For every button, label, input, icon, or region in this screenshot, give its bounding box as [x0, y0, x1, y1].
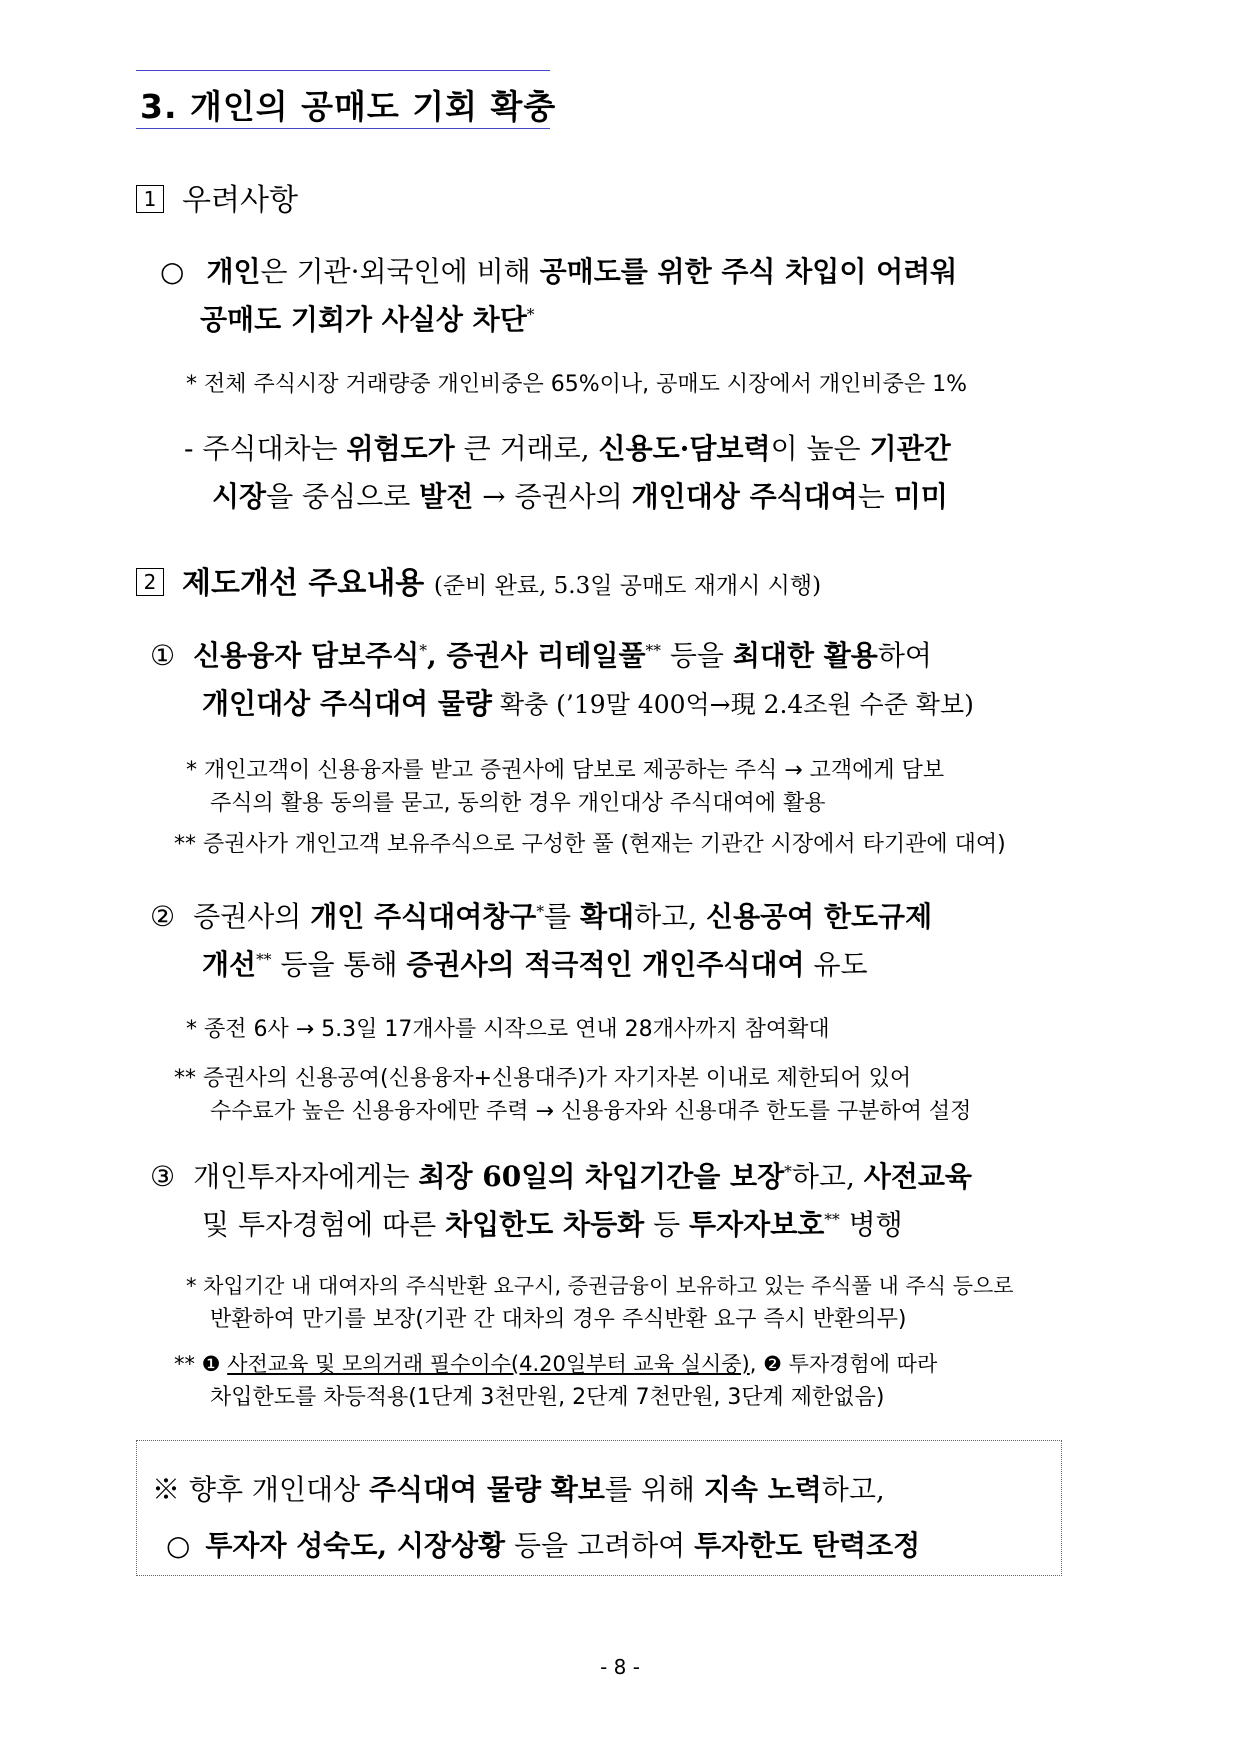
item-2-cont: 개선** 등을 통해 증권사의 적극적인 개인주식대여 유도 — [202, 948, 868, 981]
bullet-paragraph-cont: 공매도 기회가 사실상 차단* — [200, 303, 535, 336]
page-title: 3. 개인의 공매도 기회 확충 — [136, 70, 550, 129]
footnote-cont: 수수료가 높은 신용융자에만 주력 → 신용융자와 신용대주 한도를 구분하여 설정 — [210, 1099, 972, 1124]
item-3: ③ 개인투자자에게는 최장 60일의 차입기간을 보장*하고, 사전교육 — [150, 1160, 972, 1193]
item-2: ② 증권사의 개인 주식대여창구*를 확대하고, 신용공여 한도규제 — [150, 900, 933, 933]
footnote: * 종전 6사 → 5.3일 17개사를 시작으로 연내 28개사까지 참여확대 — [186, 1017, 830, 1042]
item-1-cont: 개인대상 주식대여 물량 확충 (’19말 400억→現 2.4조원 수준 확보) — [202, 687, 974, 720]
item-3-cont: 및 투자경험에 따른 차입한도 차등화 등 투자자보호** 병행 — [202, 1208, 903, 1241]
footnote: * 전체 주식시장 거래량중 개인비중은 65%이나, 공매도 시장에서 개인비중은 1% — [186, 372, 968, 397]
footnote-cont: 반환하여 만기를 보장(기관 간 대차의 경우 주식반환 요구 즉시 반환의무) — [210, 1307, 907, 1332]
dash-paragraph: - 주식대차는 위험도가 큰 거래로, 신용도·담보력이 높은 기관간 — [184, 432, 951, 465]
section-2-heading: 2 제도개선 주요내용 (준비 완료, 5.3일 공매도 재개시 시행) — [136, 558, 821, 602]
bullet-paragraph: ○ 개인은 기관·외국인에 비해 공매도를 위한 주식 차입이 어려워 — [160, 255, 958, 288]
footnote: ** ❶ 사전교육 및 모의거래 필수이수(4.20일부터 교육 실시중), ❷ 투자경험에 따라 — [174, 1352, 938, 1376]
section-number-box: 1 — [136, 185, 164, 213]
note-box-line-2: ○ 투자자 성숙도, 시장상황 등을 고려하여 투자한도 탄력조정 — [166, 1529, 921, 1562]
item-1: ① 신용융자 담보주식*, 증권사 리테일풀** 등을 최대한 활용하여 — [150, 639, 932, 672]
section-number-box: 2 — [136, 568, 164, 596]
footnote-cont: 차입한도를 차등적용(1단계 3천만원, 2단계 7천만원, 3단계 제한없음) — [210, 1385, 885, 1410]
footnote: ** 증권사가 개인고객 보유주식으로 구성한 풀 (현재는 기관간 시장에서 타기관에 대여) — [174, 832, 1006, 857]
footnote: * 차입기간 내 대여자의 주식반환 요구시, 증권금융이 보유하고 있는 주식풀 내 주식 등으로 — [186, 1274, 1014, 1298]
note-box-line-1: ※ 향후 개인대상 주식대여 물량 확보를 위해 지속 노력하고, — [152, 1473, 885, 1506]
dash-paragraph-cont: 시장을 중심으로 발전 → 증권사의 개인대상 주식대여는 미미 — [212, 480, 948, 513]
footnote: ** 증권사의 신용공여(신용융자+신용대주)가 자기자본 이내로 제한되어 있어 — [174, 1066, 912, 1091]
footnote-cont: 주식의 활용 동의를 묻고, 동의한 경우 개인대상 주식대여에 활용 — [210, 791, 826, 816]
page-number: - 8 - — [600, 1655, 640, 1679]
section-1-heading: 1 우려사항 — [136, 175, 298, 219]
footnote: * 개인고객이 신용융자를 받고 증권사에 담보로 제공하는 주식 → 고객에게 담보 — [186, 758, 945, 783]
